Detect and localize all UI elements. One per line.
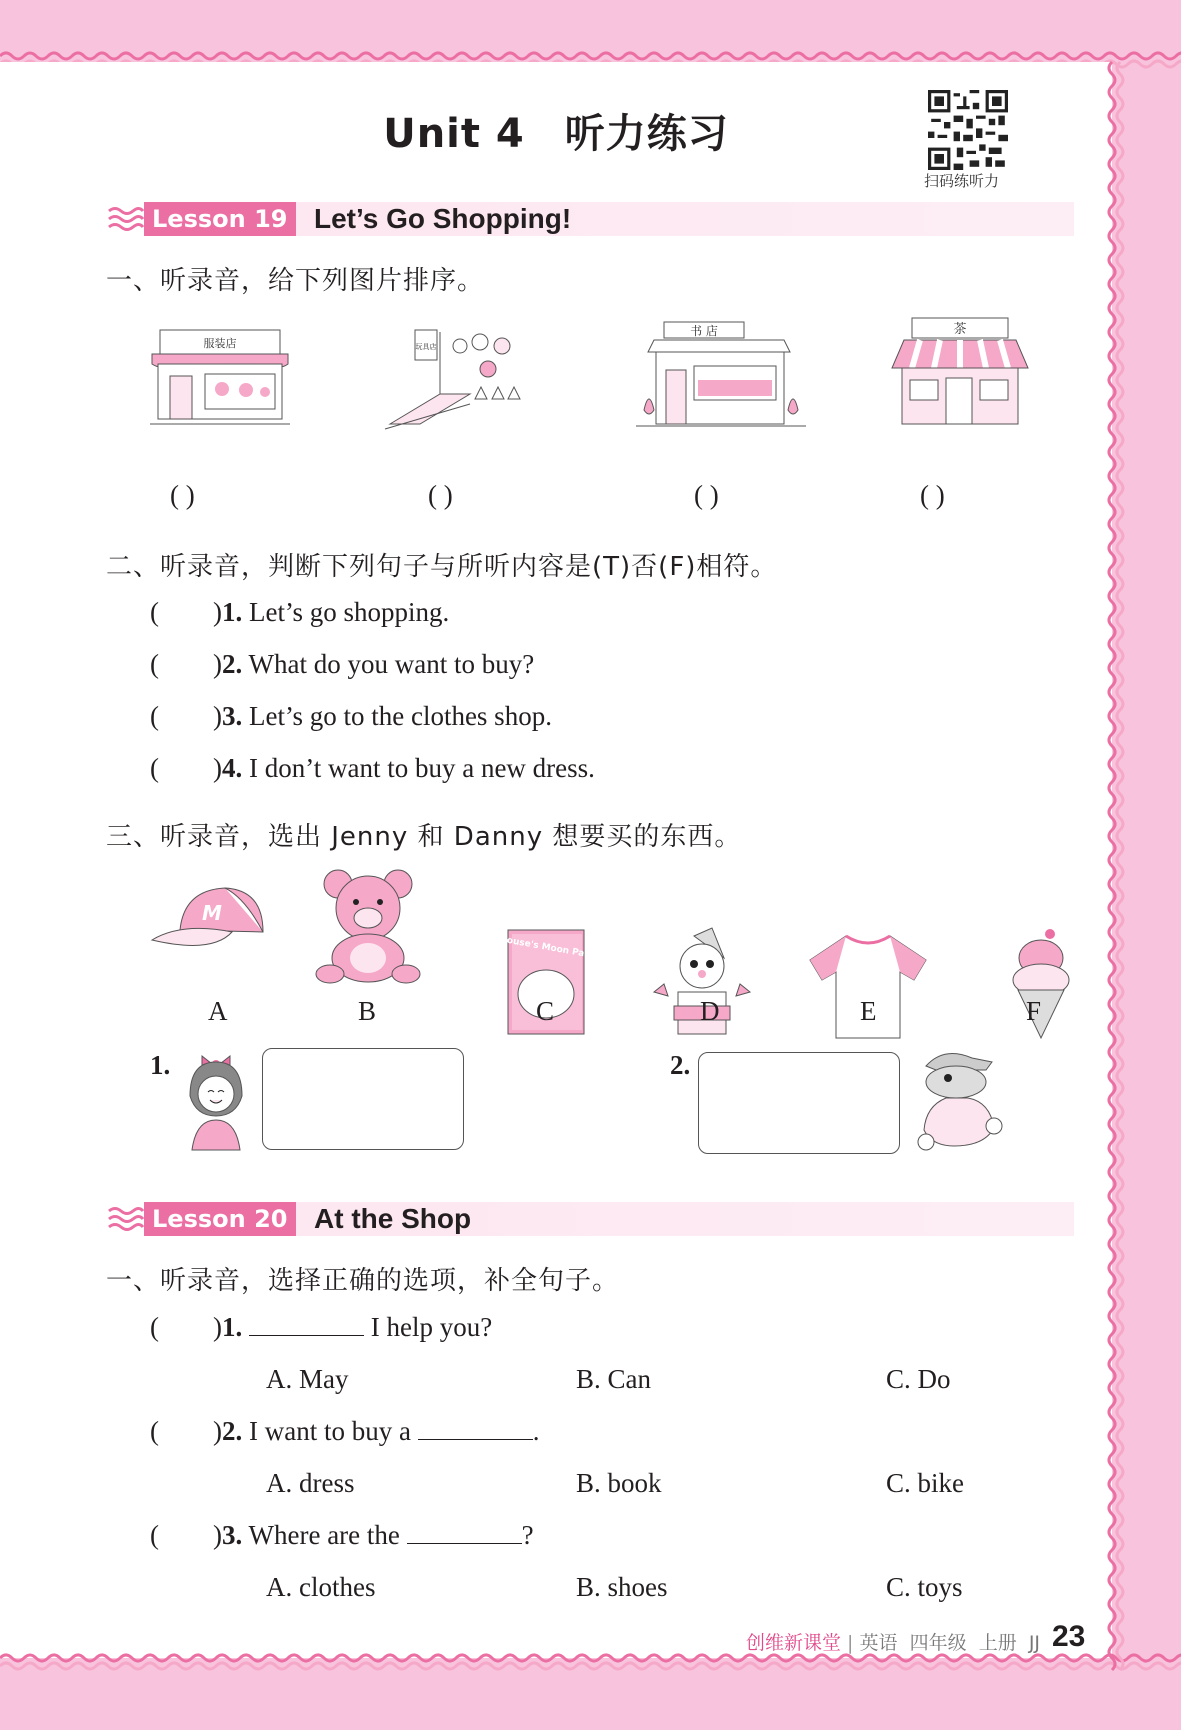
lesson20-title: At the Shop	[314, 1203, 472, 1234]
mc-question-1	[150, 1312, 492, 1343]
lesson20-header	[106, 1202, 1074, 1236]
q1-option-a[interactable]: A. May	[266, 1364, 349, 1394]
option-letter-b: B	[358, 996, 377, 1026]
tf-num: 3.	[221, 701, 243, 731]
tf-num: 2.	[221, 649, 243, 679]
page-number: 23	[1052, 1620, 1086, 1653]
mc-num: 2.	[221, 1416, 243, 1446]
lesson20-tag	[106, 1202, 296, 1236]
mc-question-3	[150, 1520, 534, 1551]
order-bracket-4[interactable]: ( )	[920, 480, 945, 510]
lesson19-tag-text: Lesson 19	[152, 205, 288, 233]
tea-shop-sign: 茶	[953, 322, 967, 337]
mc-text-after: I help you?	[363, 1312, 493, 1342]
l20-part1-heading: 一、听录音，选择正确的选项，补全句子。	[106, 1266, 620, 1296]
answer-num-1: 1.	[150, 1050, 171, 1080]
qr-label: 扫码练听力	[924, 172, 1000, 190]
mc-answer-bracket[interactable]: ( )	[150, 1312, 222, 1342]
l19-part1-heading: 一、听录音，给下列图片排序。	[106, 266, 485, 296]
jenny-answer-box[interactable]	[262, 1048, 464, 1150]
mc-num: 1.	[221, 1312, 243, 1342]
tf-answer-bracket[interactable]: ( )	[150, 649, 222, 679]
q2-option-a[interactable]: A. dress	[266, 1468, 355, 1498]
tf-text: I don’t want to buy a new dress.	[248, 753, 595, 783]
order-bracket-2[interactable]: ( )	[428, 480, 453, 510]
book-cover-title: Mouse's Moon Party	[497, 934, 600, 962]
clothes-shop-image	[150, 324, 290, 434]
tf-answer-bracket[interactable]: ( )	[150, 597, 222, 627]
jenny-avatar	[180, 1046, 252, 1150]
teddy-bear-image	[310, 866, 426, 984]
lesson19-tag	[106, 202, 296, 236]
footer-edition: JJ	[1028, 1632, 1041, 1654]
tf-text: Let’s go shopping.	[248, 597, 450, 627]
option-letter-e: E	[860, 996, 877, 1026]
l19-part2-heading: 二、听录音，判断下列句子与所听内容是(T)否(F)相符。	[106, 552, 778, 582]
footer-volume: 上册	[978, 1632, 1017, 1654]
footer-grade: 四年级	[909, 1632, 967, 1654]
fill-blank[interactable]	[407, 1521, 522, 1544]
unit-label: Unit 4	[383, 111, 525, 157]
lesson20-tag-text: Lesson 20	[152, 1205, 288, 1233]
lesson19-header	[106, 202, 1074, 236]
option-letter-a: A	[208, 996, 228, 1026]
fill-blank[interactable]	[418, 1417, 533, 1440]
qr-code-icon[interactable]	[928, 90, 1008, 170]
toy-shop-sign: 玩具店	[415, 343, 437, 351]
q3-option-c[interactable]: C. toys	[886, 1572, 963, 1602]
svg-text:M: M	[202, 901, 222, 925]
book-shop-image	[636, 320, 806, 436]
lesson19-title: Let’s Go Shopping!	[314, 203, 572, 234]
q1-option-c[interactable]: C. Do	[886, 1364, 951, 1394]
mc-answer-bracket[interactable]: ( )	[150, 1416, 222, 1446]
page-footer: 创维新课堂 | 英语 四年级 上册 JJ	[746, 1632, 1041, 1654]
mc-text-before: I want to buy a	[248, 1416, 418, 1446]
mc-num: 3.	[221, 1520, 243, 1550]
footer-subject: 英语	[859, 1632, 898, 1654]
clothes-shop-sign: 服装店	[203, 337, 237, 350]
option-letter-c: C	[536, 996, 555, 1026]
tf-text: Let’s go to the clothes shop.	[248, 701, 552, 731]
ice-cream-image	[1008, 926, 1074, 1046]
tf-answer-bracket[interactable]: ( )	[150, 753, 222, 783]
q3-option-a[interactable]: A. clothes	[266, 1572, 376, 1602]
bottom-wave-border	[0, 1652, 1181, 1674]
order-bracket-1[interactable]: ( )	[170, 480, 195, 510]
mc-text-after: .	[532, 1416, 540, 1446]
tf-num: 1.	[221, 597, 243, 627]
title-text: 听力练习	[564, 111, 729, 157]
option-letter-d: D	[700, 996, 720, 1026]
mc-text-before: Where are the	[248, 1520, 407, 1550]
fill-blank[interactable]	[249, 1313, 364, 1336]
worksheet-page	[0, 62, 1112, 1658]
tf-item-3	[150, 701, 552, 732]
footer-brand: 创维新课堂	[746, 1632, 842, 1654]
l19-part3-heading: 三、听录音，选出 Jenny 和 Danny 想要买的东西。	[106, 822, 742, 852]
tf-item-2	[150, 649, 534, 680]
danny-answer-box[interactable]	[698, 1052, 900, 1154]
answer-num-2: 2.	[670, 1050, 691, 1080]
danny-avatar	[912, 1046, 1008, 1154]
q2-option-c[interactable]: C. bike	[886, 1468, 964, 1498]
mc-answer-bracket[interactable]: ( )	[150, 1520, 222, 1550]
tf-num: 4.	[221, 753, 243, 783]
q1-option-b[interactable]: B. Can	[576, 1364, 652, 1394]
book-shop-sign: 书 店	[690, 324, 718, 338]
q2-option-b[interactable]: B. book	[576, 1468, 662, 1498]
right-wave-border	[1106, 62, 1128, 1658]
mc-text-after: ?	[521, 1520, 534, 1550]
toy-shop-image	[380, 324, 530, 434]
q3-option-b[interactable]: B. shoes	[576, 1572, 668, 1602]
tf-item-4	[150, 753, 595, 784]
order-bracket-3[interactable]: ( )	[694, 480, 719, 510]
tf-text: What do you want to buy?	[248, 649, 535, 679]
wave-lines-icon	[106, 1202, 144, 1236]
tf-item-1	[150, 597, 449, 628]
tea-shop-image	[892, 316, 1032, 438]
cap-image	[150, 882, 266, 962]
wave-lines-icon	[106, 202, 144, 236]
option-letter-f: F	[1026, 996, 1042, 1026]
tf-answer-bracket[interactable]: ( )	[150, 701, 222, 731]
mc-question-2	[150, 1416, 539, 1447]
